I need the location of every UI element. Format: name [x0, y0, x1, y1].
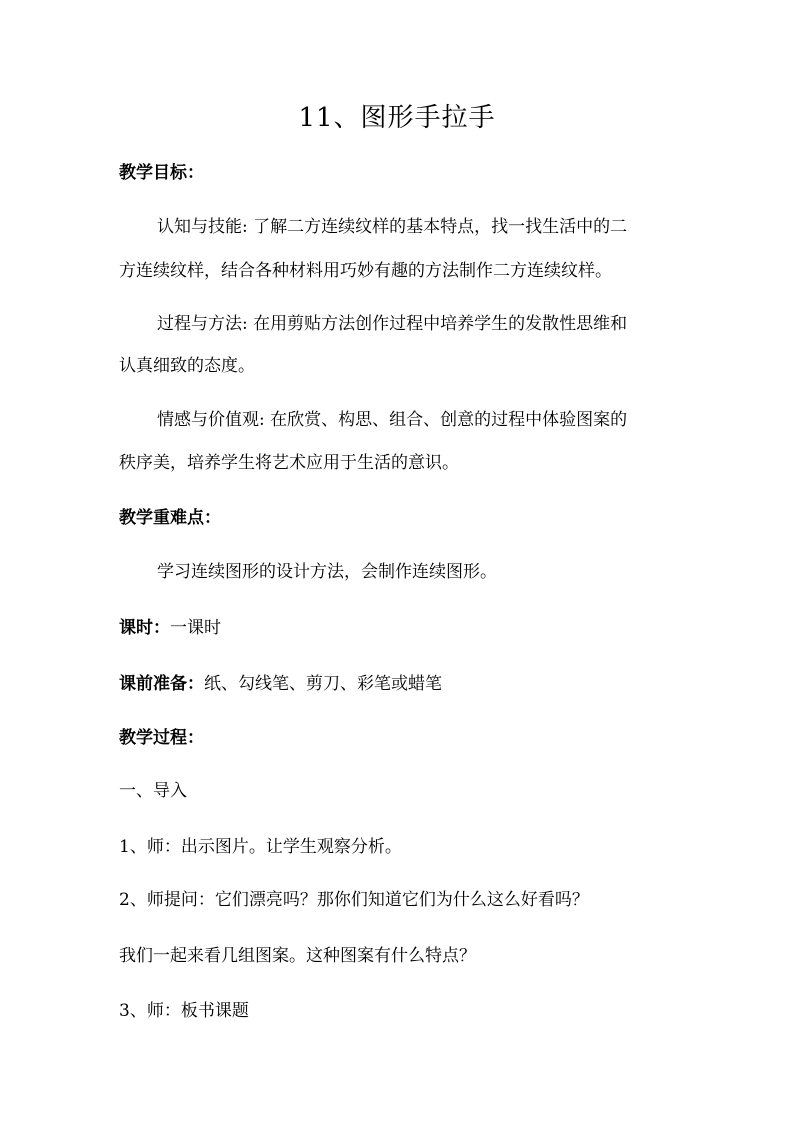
key-points-text: 学习连续图形的设计方法，会制作连续图形。	[157, 562, 497, 582]
process-step-2-continued: 我们一起来看几组图案。这种图案有什么特点？	[119, 946, 476, 966]
key-points-heading: 教学重难点：	[119, 508, 221, 528]
objective-process-line1: 过程与方法: 在用剪贴方法创作过程中培养学生的发散性思维和	[157, 314, 628, 334]
objective-cognition-line2: 方连续纹样，结合各种材料用巧妙有趣的方法制作二方连续纹样。	[119, 261, 612, 281]
objective-cognition-line1: 认知与技能: 了解二方连续纹样的基本特点，找一找生活中的二	[157, 217, 628, 237]
lesson-time-label: 课时：	[119, 618, 170, 638]
preparation-label: 课前准备：	[119, 674, 204, 694]
process-heading: 教学过程：	[119, 728, 204, 748]
preparation-row	[119, 670, 689, 698]
lesson-time-row	[119, 614, 689, 642]
objective-emotion-line2: 秩序美，培养学生将艺术应用于生活的意识。	[119, 453, 459, 473]
process-step-2: 2、师提问：它们漂亮吗？那你们知道它们为什么这么好看吗？	[119, 890, 589, 910]
page-title: 11、图形手拉手	[298, 103, 496, 133]
objective-emotion-line1: 情感与价值观: 在欣赏、构思、组合、创意的过程中体验图案的	[157, 410, 628, 430]
process-step-3: 3、师：板书课题	[119, 1001, 249, 1021]
process-section-intro: 一、导入	[119, 781, 187, 801]
process-step-1: 1、师：出示图片。让学生观察分析。	[119, 837, 402, 857]
objective-process-line2: 认真细致的态度。	[119, 356, 255, 376]
lesson-time-value: 一课时	[170, 618, 221, 638]
objectives-heading: 教学目标：	[119, 163, 204, 183]
preparation-value: 纸、勾线笔、剪刀、彩笔或蜡笔	[204, 674, 442, 694]
